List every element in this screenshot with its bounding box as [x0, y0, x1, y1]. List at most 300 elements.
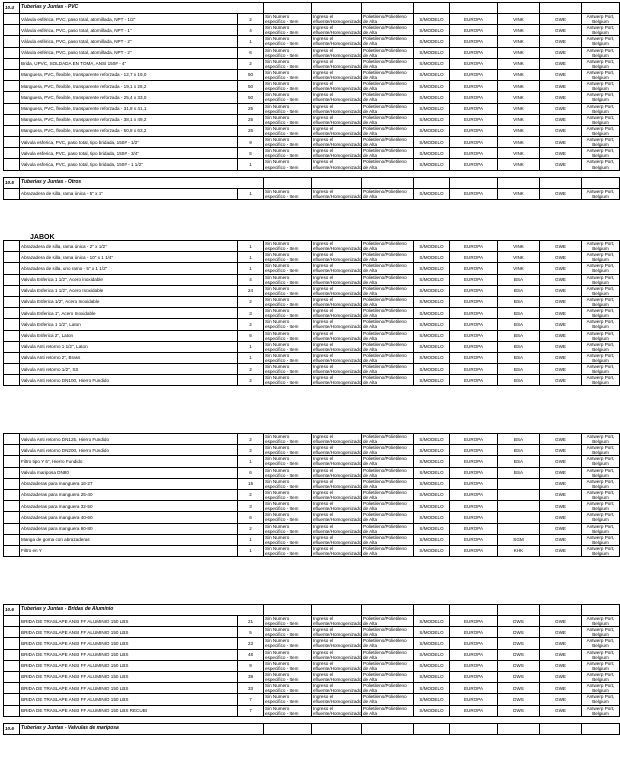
- item-origin: EUROPA: [450, 341, 498, 352]
- item-description: Abrazaderas para manguera 32-50: [20, 501, 238, 512]
- item-quantity: 25: [238, 114, 264, 125]
- item-model: S/MODELO: [414, 523, 450, 534]
- item-spec: Sin Numero especifico - Item: [264, 308, 312, 319]
- item-supplier: GWE: [540, 25, 582, 36]
- item-supplier: GWE: [540, 523, 582, 534]
- item-origin: EUROPA: [450, 456, 498, 467]
- stray-scan-text: JABOK: [30, 234, 55, 241]
- item-spec: Sin Numero especifico - Item: [264, 683, 312, 694]
- item-use: Ingreso el efluente/Homogenizado: [313, 274, 362, 285]
- item-use: Ingreso el efluente/Homogenizado: [313, 14, 362, 25]
- table-row: [4, 69, 620, 80]
- item-model: S/MODELO: [414, 341, 450, 352]
- item-model: S/MODELO: [414, 241, 450, 252]
- item-material: Polietileno/Polietileno de Alta: [362, 241, 414, 252]
- item-index-cell: [4, 137, 20, 148]
- item-index-cell: [4, 489, 20, 500]
- item-origin: EUROPA: [450, 627, 498, 638]
- item-supplier: GWE: [540, 627, 582, 638]
- item-index-cell: [4, 330, 20, 341]
- item-supplier: GWE: [540, 616, 582, 627]
- item-port: Antwerp Port, Belgium: [582, 523, 620, 534]
- item-supplier: GWE: [540, 671, 582, 682]
- item-brand: VINK: [498, 14, 540, 25]
- item-port: Antwerp Port, Belgium: [582, 263, 620, 274]
- item-brand: VINK: [498, 114, 540, 125]
- item-port: Antwerp Port, Belgium: [582, 58, 620, 69]
- item-model: S/MODELO: [414, 694, 450, 705]
- item-model: S/MODELO: [414, 125, 450, 136]
- item-index-cell: [4, 274, 20, 285]
- item-port: Antwerp Port, Belgium: [582, 534, 620, 545]
- item-quantity: 2: [238, 445, 264, 456]
- table-row: [4, 36, 620, 47]
- item-supplier: GWE: [540, 114, 582, 125]
- item-supplier: GWE: [540, 545, 582, 556]
- item-port: Antwerp Port, Belgium: [582, 375, 620, 386]
- item-spec: Sin Numero especifico - Item: [264, 660, 312, 671]
- item-quantity: 39: [238, 671, 264, 682]
- item-supplier: GWE: [540, 705, 582, 716]
- item-spec: Sin Numero especifico - Item: [264, 456, 312, 467]
- item-material: Polietileno/Polietileno de Alta: [362, 616, 414, 627]
- item-material: Polietileno/Polietileno de Alta: [362, 375, 414, 386]
- item-use: Ingreso el efluente/Homogenizado: [313, 69, 362, 81]
- item-index-cell: [4, 627, 20, 638]
- item-model: S/MODELO: [414, 683, 450, 694]
- item-brand: BSA: [498, 364, 540, 375]
- item-spec: Sin Numero especifico - Item: [264, 512, 312, 523]
- item-brand: KHK: [498, 545, 540, 556]
- item-port: Antwerp Port, Belgium: [582, 671, 620, 682]
- item-model: S/MODELO: [414, 375, 450, 386]
- item-model: S/MODELO: [414, 456, 450, 467]
- item-spec: Sin Numero especifico - Item: [264, 241, 312, 252]
- item-origin: EUROPA: [450, 92, 498, 103]
- item-quantity: 2: [238, 319, 264, 330]
- item-model: S/MODELO: [414, 148, 450, 159]
- item-quantity: 6: [238, 512, 264, 523]
- item-material: Polietileno/Polietileno de Alta: [362, 47, 414, 58]
- section-number: 10.5: [4, 177, 20, 188]
- item-spec: Sin Numero especifico - Item: [264, 159, 312, 170]
- item-material: Polietileno/Polietileno de Alta: [362, 308, 414, 319]
- item-index-cell: [4, 660, 20, 671]
- item-model: S/MODELO: [414, 285, 450, 296]
- item-material: Polietileno/Polietileno de Alta: [362, 274, 414, 285]
- item-quantity: 7: [238, 705, 264, 716]
- item-material: Polietileno/Polietileno de Alta: [362, 159, 414, 170]
- table-row: [4, 434, 620, 445]
- item-index-cell: [4, 69, 20, 80]
- item-material: Polietileno/Polietileno de Alta: [362, 434, 414, 445]
- item-use: Ingreso el efluente/Homogenizado: [313, 534, 362, 545]
- item-material: Polietileno/Polietileno de Alta: [362, 545, 414, 556]
- item-supplier: GWE: [540, 501, 582, 512]
- item-brand: BSA: [498, 330, 540, 341]
- item-use: Ingreso el efluente/Homogenizado: [313, 92, 362, 103]
- item-material: Polietileno/Polietileno de Alta: [362, 330, 414, 341]
- item-quantity: 1: [238, 352, 264, 363]
- item-index-cell: [4, 683, 20, 694]
- item-supplier: GWE: [540, 649, 582, 660]
- item-description: Manguera, PVC, flexible, transparente reforzada - 12,7 x 19,0: [20, 69, 238, 80]
- item-port: Antwerp Port, Belgium: [582, 47, 620, 58]
- item-description: Válvula esférica, PVC, paso total, atornillada, NPT - 1/2": [20, 14, 238, 25]
- item-port: Antwerp Port, Belgium: [582, 638, 620, 649]
- item-model: S/MODELO: [414, 47, 450, 58]
- item-port: Antwerp Port, Belgium: [582, 188, 620, 199]
- item-material: Polietileno/Polietileno de Alta: [362, 14, 414, 25]
- item-spec: Sin Numero especifico - Item: [264, 47, 312, 58]
- item-model: S/MODELO: [414, 81, 450, 92]
- table-row: [4, 148, 620, 159]
- item-origin: EUROPA: [450, 114, 498, 125]
- item-port: Antwerp Port, Belgium: [582, 694, 620, 705]
- item-material: Polietileno/Polietileno de Alta: [362, 705, 414, 716]
- item-description: Abrazaderas para manguera 16-27: [20, 478, 238, 489]
- item-supplier: GWE: [540, 694, 582, 705]
- item-description: Manguera, PVC, flexible, transparente reforzada - 19,1 x 26,2: [20, 81, 238, 92]
- item-description: BRIDA DE TRASLAPE ANSI FF ALUMINIO 150 LBS: [20, 627, 238, 638]
- item-port: Antwerp Port, Belgium: [582, 489, 620, 500]
- item-brand: VINK: [498, 92, 540, 103]
- item-origin: EUROPA: [450, 501, 498, 512]
- table-row: [4, 92, 620, 103]
- item-model: S/MODELO: [414, 103, 450, 114]
- table-row: [4, 159, 620, 170]
- item-description: Válvula esférica, PVC, paso total, atornillada, NPT - 1": [20, 25, 238, 36]
- item-description: BRIDA DE TRASLAPE ANSI FF ALUMINIO 150 LBS: [20, 660, 238, 671]
- item-quantity: 2: [238, 434, 264, 445]
- item-index-cell: [4, 125, 20, 136]
- item-quantity: 50: [238, 92, 264, 103]
- item-model: S/MODELO: [414, 616, 450, 627]
- item-brand: BSA: [498, 456, 540, 467]
- item-brand: [498, 478, 540, 489]
- item-index-cell: [4, 241, 20, 252]
- table-row: [4, 534, 620, 545]
- item-brand: DWS: [498, 683, 540, 694]
- item-supplier: GWE: [540, 58, 582, 69]
- item-quantity: 1: [238, 534, 264, 545]
- items-table: [3, 240, 620, 386]
- table-row: [4, 188, 620, 199]
- table-row: [4, 660, 620, 671]
- table-row: [4, 545, 620, 556]
- item-origin: EUROPA: [450, 188, 498, 199]
- table-row: [4, 523, 620, 534]
- item-description: BRIDA DE TRASLAPE ANSI FF ALUMINIO 150 LBS: [20, 638, 238, 649]
- item-model: S/MODELO: [414, 25, 450, 36]
- item-origin: EUROPA: [450, 148, 498, 159]
- item-material: Polietileno/Polietileno de Alta: [362, 148, 414, 159]
- item-model: S/MODELO: [414, 159, 450, 170]
- item-model: S/MODELO: [414, 188, 450, 199]
- item-brand: BSA: [498, 434, 540, 445]
- item-description: Abrazadera de silla, rama única - 10" x 1 1/4": [20, 252, 238, 263]
- section-header-row: [4, 605, 620, 616]
- item-quantity: 3: [238, 308, 264, 319]
- item-model: S/MODELO: [414, 263, 450, 274]
- item-brand: VINK: [498, 36, 540, 47]
- item-index-cell: [4, 694, 20, 705]
- item-port: Antwerp Port, Belgium: [582, 501, 620, 512]
- item-index-cell: [4, 92, 20, 103]
- item-material: Polietileno/Polietileno de Alta: [362, 683, 414, 694]
- item-description: Abrazadera de silla, uno ramo - 5" x 1 1/2": [20, 263, 238, 274]
- item-port: Antwerp Port, Belgium: [582, 137, 620, 148]
- item-description: Valvula Esferica 1 1/2", Laton: [20, 319, 238, 330]
- item-supplier: GWE: [540, 638, 582, 649]
- item-origin: EUROPA: [450, 319, 498, 330]
- item-use: Ingreso el efluente/Homogenizado: [313, 545, 362, 556]
- item-description: Brida, UPVC, SOLDADA EN TOMA, ANSI 150# - 4": [20, 58, 238, 69]
- item-supplier: GWE: [540, 308, 582, 319]
- table-row: [4, 683, 620, 694]
- item-origin: EUROPA: [450, 36, 498, 47]
- item-origin: EUROPA: [450, 252, 498, 263]
- item-quantity: 15: [238, 478, 264, 489]
- item-brand: BSA: [498, 341, 540, 352]
- item-use: Ingreso el efluente/Homogenizado: [313, 649, 362, 660]
- item-use: Ingreso el efluente/Homogenizado: [313, 352, 362, 363]
- item-index-cell: [4, 705, 20, 716]
- item-material: Polietileno/Polietileno de Alta: [362, 263, 414, 274]
- item-description: Abrazadera de silla, rama única - 2" x 1/2": [20, 241, 238, 252]
- item-use: Ingreso el efluente/Homogenizado: [313, 125, 362, 136]
- item-model: S/MODELO: [414, 649, 450, 660]
- item-brand: DWS: [498, 616, 540, 627]
- item-use: Ingreso el efluente/Homogenizado: [313, 25, 362, 36]
- item-use: Ingreso el efluente/Homogenizado: [313, 58, 362, 69]
- item-description: Valvula esferica, PVC, paso total, tipo bridada, 150# - 1 1/2": [20, 159, 238, 170]
- section-header-row: [4, 3, 620, 14]
- item-port: Antwerp Port, Belgium: [582, 649, 620, 660]
- item-quantity: 1: [238, 252, 264, 263]
- item-model: S/MODELO: [414, 434, 450, 445]
- item-spec: Sin Numero especifico - Item: [264, 125, 312, 136]
- item-supplier: GWE: [540, 263, 582, 274]
- item-description: Filtro tipo Y 6", Hierro Fundido: [20, 456, 238, 467]
- item-supplier: GWE: [540, 188, 582, 199]
- item-port: Antwerp Port, Belgium: [582, 274, 620, 285]
- item-port: Antwerp Port, Belgium: [582, 241, 620, 252]
- item-port: Antwerp Port, Belgium: [582, 627, 620, 638]
- item-material: Polietileno/Polietileno de Alta: [362, 92, 414, 103]
- item-brand: DWS: [498, 627, 540, 638]
- item-quantity: 5: [238, 148, 264, 159]
- item-spec: Sin Numero especifico - Item: [264, 545, 312, 556]
- item-port: Antwerp Port, Belgium: [582, 69, 620, 80]
- item-port: Antwerp Port, Belgium: [582, 296, 620, 307]
- item-material: Polietileno/Polietileno de Alta: [362, 285, 414, 296]
- item-port: Antwerp Port, Belgium: [582, 252, 620, 263]
- item-quantity: 1: [238, 188, 264, 199]
- item-model: S/MODELO: [414, 467, 450, 478]
- item-supplier: GWE: [540, 159, 582, 170]
- item-spec: Sin Numero especifico - Item: [264, 25, 312, 36]
- item-index-cell: [4, 638, 20, 649]
- table-row: [4, 649, 620, 660]
- section-header-row: [4, 723, 620, 734]
- table-row: [4, 319, 620, 330]
- item-use: Ingreso el efluente/Homogenizado: [313, 159, 362, 170]
- item-model: S/MODELO: [414, 330, 450, 341]
- item-brand: VINK: [498, 252, 540, 263]
- item-description: Valvula esferica, PVC, paso total, tipo bridada, 150# - 1/2": [20, 137, 238, 148]
- item-model: S/MODELO: [414, 274, 450, 285]
- item-use: Ingreso el efluente/Homogenizado: [313, 478, 362, 489]
- item-spec: Sin Numero especifico - Item: [264, 627, 312, 638]
- item-use: Ingreso el efluente/Homogenizado: [313, 489, 362, 501]
- item-quantity: 48: [238, 649, 264, 660]
- item-index-cell: [4, 523, 20, 534]
- item-index-cell: [4, 375, 20, 386]
- item-material: Polietileno/Polietileno de Alta: [362, 69, 414, 80]
- item-origin: EUROPA: [450, 545, 498, 556]
- table-row: [4, 364, 620, 375]
- item-model: S/MODELO: [414, 534, 450, 545]
- item-description: Valvula Anti retorno 1 1/2", Laton: [20, 341, 238, 352]
- item-use: Ingreso el efluente/Homogenizado: [313, 263, 362, 274]
- item-spec: Sin Numero especifico - Item: [264, 375, 312, 386]
- item-spec: Sin Numero especifico - Item: [264, 274, 312, 285]
- item-use: Ingreso el efluente/Homogenizado: [313, 467, 362, 478]
- item-model: S/MODELO: [414, 58, 450, 69]
- item-brand: VINK: [498, 137, 540, 148]
- item-spec: Sin Numero especifico - Item: [264, 467, 312, 478]
- item-brand: VINK: [498, 125, 540, 136]
- item-index-cell: [4, 159, 20, 170]
- item-material: Polietileno/Polietileno de Alta: [362, 489, 414, 500]
- item-origin: EUROPA: [450, 534, 498, 545]
- section-number: 10.6: [4, 723, 20, 734]
- item-model: S/MODELO: [414, 308, 450, 319]
- item-origin: EUROPA: [450, 125, 498, 136]
- item-description: Abrazadera de silla, rama única - 5" x 1": [20, 188, 238, 199]
- item-brand: VINK: [498, 58, 540, 69]
- item-brand: SGM: [498, 534, 540, 545]
- item-description: Manguera, PVC, flexible, transparente reforzada - 31,8 x 41,1: [20, 103, 238, 114]
- table-block-check-valves: [3, 433, 615, 557]
- item-use: Ingreso el efluente/Homogenizado: [313, 638, 362, 649]
- item-model: S/MODELO: [414, 364, 450, 375]
- item-material: Polietileno/Polietileno de Alta: [362, 478, 414, 489]
- item-quantity: 1: [238, 36, 264, 47]
- item-port: Antwerp Port, Belgium: [582, 159, 620, 170]
- item-origin: EUROPA: [450, 445, 498, 456]
- table-block-pvc: [3, 2, 615, 200]
- item-supplier: GWE: [540, 241, 582, 252]
- section-title: Tuberias y Juntas - PVC: [20, 3, 264, 14]
- table-row: [4, 456, 620, 467]
- item-origin: EUROPA: [450, 467, 498, 478]
- item-use: Ingreso el efluente/Homogenizado: [313, 523, 362, 534]
- item-material: Polietileno/Polietileno de Alta: [362, 25, 414, 36]
- item-brand: VINK: [498, 47, 540, 58]
- item-supplier: GWE: [540, 341, 582, 352]
- item-brand: BSA: [498, 308, 540, 319]
- item-port: Antwerp Port, Belgium: [582, 81, 620, 92]
- item-supplier: GWE: [540, 319, 582, 330]
- item-description: Filtro en Y: [20, 545, 238, 556]
- item-use: Ingreso el efluente/Homogenizado: [313, 501, 362, 512]
- item-quantity: 33: [238, 683, 264, 694]
- table-row: [4, 627, 620, 638]
- item-port: Antwerp Port, Belgium: [582, 545, 620, 556]
- item-description: Abrazaderas para manguera 60-80: [20, 523, 238, 534]
- table-row: [4, 489, 620, 500]
- item-brand: VINK: [498, 69, 540, 80]
- item-origin: EUROPA: [450, 649, 498, 660]
- item-use: Ingreso el efluente/Homogenizado: [313, 148, 362, 159]
- item-material: Polietileno/Polietileno de Alta: [362, 445, 414, 456]
- item-material: Polietileno/Polietileno de Alta: [362, 125, 414, 136]
- table-row: [4, 114, 620, 125]
- item-origin: EUROPA: [450, 137, 498, 148]
- item-brand: [498, 489, 540, 500]
- item-brand: BSA: [498, 319, 540, 330]
- item-model: S/MODELO: [414, 671, 450, 682]
- item-supplier: GWE: [540, 478, 582, 489]
- item-supplier: GWE: [540, 137, 582, 148]
- table-row: [4, 330, 620, 341]
- item-brand: DWS: [498, 638, 540, 649]
- item-model: S/MODELO: [414, 69, 450, 80]
- item-use: Ingreso el efluente/Homogenizado: [313, 252, 362, 263]
- item-material: Polietileno/Polietileno de Alta: [362, 58, 414, 69]
- item-spec: Sin Numero especifico - Item: [264, 263, 312, 274]
- item-supplier: GWE: [540, 375, 582, 386]
- item-origin: EUROPA: [450, 263, 498, 274]
- item-spec: Sin Numero especifico - Item: [264, 252, 312, 263]
- item-index-cell: [4, 534, 20, 545]
- item-supplier: GWE: [540, 456, 582, 467]
- item-use: Ingreso el efluente/Homogenizado: [313, 241, 362, 252]
- item-material: Polietileno/Polietileno de Alta: [362, 252, 414, 263]
- item-supplier: GWE: [540, 69, 582, 80]
- item-origin: EUROPA: [450, 364, 498, 375]
- item-port: Antwerp Port, Belgium: [582, 308, 620, 319]
- item-origin: EUROPA: [450, 705, 498, 716]
- item-use: Ingreso el efluente/Homogenizado: [313, 81, 362, 92]
- item-index-cell: [4, 319, 20, 330]
- item-use: Ingreso el efluente/Homogenizado: [313, 285, 362, 296]
- item-description: Valvula Anti retorno 1/2", SS: [20, 364, 238, 375]
- item-spec: Sin Numero especifico - Item: [264, 534, 312, 545]
- item-supplier: GWE: [540, 296, 582, 307]
- item-material: Polietileno/Polietileno de Alta: [362, 137, 414, 148]
- item-spec: Sin Numero especifico - Item: [264, 523, 312, 534]
- item-spec: Sin Numero especifico - Item: [264, 364, 312, 375]
- item-quantity: 23: [238, 638, 264, 649]
- item-quantity: 6: [238, 47, 264, 58]
- item-brand: [498, 501, 540, 512]
- item-material: Polietileno/Polietileno de Alta: [362, 660, 414, 671]
- item-port: Antwerp Port, Belgium: [582, 125, 620, 136]
- item-index-cell: [4, 188, 20, 199]
- item-quantity: 2: [238, 364, 264, 375]
- item-spec: Sin Numero especifico - Item: [264, 352, 312, 363]
- item-spec: Sin Numero especifico - Item: [264, 341, 312, 352]
- item-quantity: 2: [238, 375, 264, 386]
- item-index-cell: [4, 14, 20, 25]
- item-description: Valvula Esferica 2", Laton: [20, 330, 238, 341]
- item-description: BRIDA DE TRASLAPE ANSI FF ALUMINIO 150 LBS: [20, 616, 238, 627]
- item-use: Ingreso el efluente/Homogenizado: [313, 434, 362, 445]
- item-origin: EUROPA: [450, 638, 498, 649]
